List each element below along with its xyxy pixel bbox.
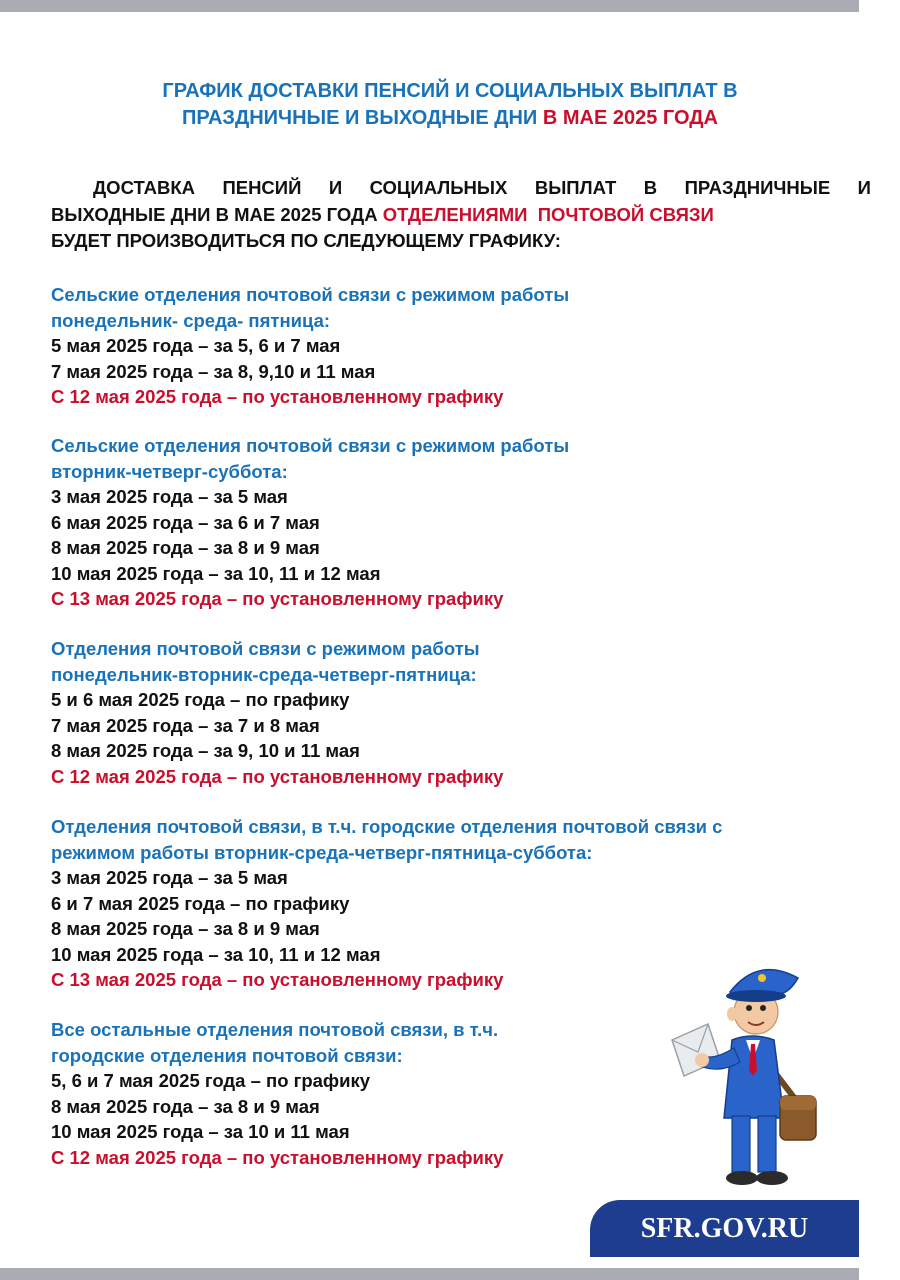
schedule-line: 5 мая 2025 года – за 5, 6 и 7 мая [51, 335, 341, 356]
sfr-logo[interactable]: SFR.GOV.RU [590, 1200, 859, 1257]
intro-row-2-red: ОТДЕЛЕНИЯМИ ПОЧТОВОЙ СВЯЗИ [382, 203, 714, 225]
intro-row-2 [51, 202, 871, 229]
schedule-line: 6 мая 2025 года – за 6 и 7 мая [51, 511, 320, 533]
intro-row-1 [51, 175, 871, 202]
intro-word: В [643, 177, 658, 198]
intro-word: И [857, 177, 871, 198]
schedule-section-5 [51, 1017, 503, 1170]
title-line-2 [0, 105, 900, 132]
schedule-line: 3 мая 2025 года – за 5 мая [51, 486, 288, 507]
section-heading: Отделения почтовой связи с режимом работы [51, 638, 480, 659]
schedule-line: 10 мая 2025 года – за 10, 11 и 12 мая [51, 562, 381, 584]
schedule-section-1 [51, 282, 569, 410]
top-border [0, 0, 859, 12]
intro-paragraph [51, 175, 871, 255]
section-heading: Все остальные отделения почтовой связи, в т.ч. [51, 1019, 499, 1040]
intro-row-3: БУДЕТ ПРОИЗВОДИТЬСЯ ПО СЛЕДУЮЩЕМУ ГРАФИКУ: [51, 230, 561, 251]
title-line-2-blue: ПРАЗДНИЧНЫЕ И ВЫХОДНЫЕ ДНИ [182, 107, 538, 129]
schedule-line: 8 мая 2025 года – за 8 и 9 мая [51, 1095, 320, 1117]
schedule-line: 8 мая 2025 года – за 8 и 9 мая [51, 537, 320, 558]
title-line-1: ГРАФИК ДОСТАВКИ ПЕНСИЙ И СОЦИАЛЬНЫХ ВЫПЛАТ В [162, 80, 738, 102]
schedule-line: 10 мая 2025 года – за 10, 11 и 12 мая [51, 943, 381, 965]
intro-word: ВЫПЛАТ [534, 177, 617, 198]
intro-word: СОЦИАЛЬНЫХ [369, 177, 508, 198]
schedule-line: 7 мая 2025 года – за 7 и 8 мая [51, 714, 320, 736]
intro-word: ПЕНСИЙ [222, 177, 302, 198]
schedule-line: 8 мая 2025 года – за 8 и 9 мая [51, 918, 320, 939]
schedule-line: 8 мая 2025 года – за 9, 10 и 11 мая [51, 740, 360, 761]
section-heading: понедельник-вторник-среда-четверг-пятница: [51, 663, 477, 685]
schedule-final: С 12 мая 2025 года – по установленному графику [51, 386, 504, 407]
schedule-final: С 12 мая 2025 года – по установленному графику [51, 1146, 504, 1168]
section-heading: режимом работы вторник-среда-четверг-пятница-суббота: [51, 841, 593, 863]
schedule-line: 7 мая 2025 года – за 8, 9,10 и 11 мая [51, 360, 376, 382]
intro-word: И [328, 177, 343, 198]
schedule-line: 6 и 7 мая 2025 года – по графику [51, 892, 350, 914]
schedule-line: 10 мая 2025 года – за 10 и 11 мая [51, 1121, 350, 1142]
bottom-border [0, 1268, 859, 1280]
title-line-2-red: В МАЕ 2025 ГОДА [542, 107, 718, 129]
section-heading: Сельские отделения почтовой связи с режимом работы [51, 435, 570, 456]
schedule-section-2 [51, 433, 569, 612]
section-heading: понедельник- среда- пятница: [51, 309, 331, 331]
section-heading: вторник-четверг-суббота: [51, 460, 288, 482]
schedule-final: С 12 мая 2025 года – по установленному графику [51, 765, 504, 787]
postman-illustration [662, 948, 822, 1198]
intro-word: ДОСТАВКА [93, 177, 195, 198]
schedule-section-4 [51, 814, 722, 993]
section-heading: городские отделения почтовой связи: [51, 1044, 403, 1066]
schedule-line: 5 и 6 мая 2025 года – по графику [51, 689, 350, 710]
schedule-line: 3 мая 2025 года – за 5 мая [51, 867, 288, 888]
section-heading: Отделения почтовой связи, в т.ч. городские отделения почтовой связи с [51, 816, 723, 837]
schedule-section-3 [51, 636, 503, 789]
intro-word: ПРАЗДНИЧНЫЕ [684, 177, 831, 198]
schedule-final: С 13 мая 2025 года – по установленному графику [51, 588, 504, 609]
schedule-line: 5, 6 и 7 мая 2025 года – по графику [51, 1070, 371, 1091]
page-title [0, 78, 900, 132]
schedule-final: С 13 мая 2025 года – по установленному графику [51, 969, 504, 990]
intro-row-2-black: ВЫХОДНЫЕ ДНИ В МАЕ 2025 ГОДА [51, 203, 378, 225]
section-heading: Сельские отделения почтовой связи с режимом работы [51, 284, 570, 305]
